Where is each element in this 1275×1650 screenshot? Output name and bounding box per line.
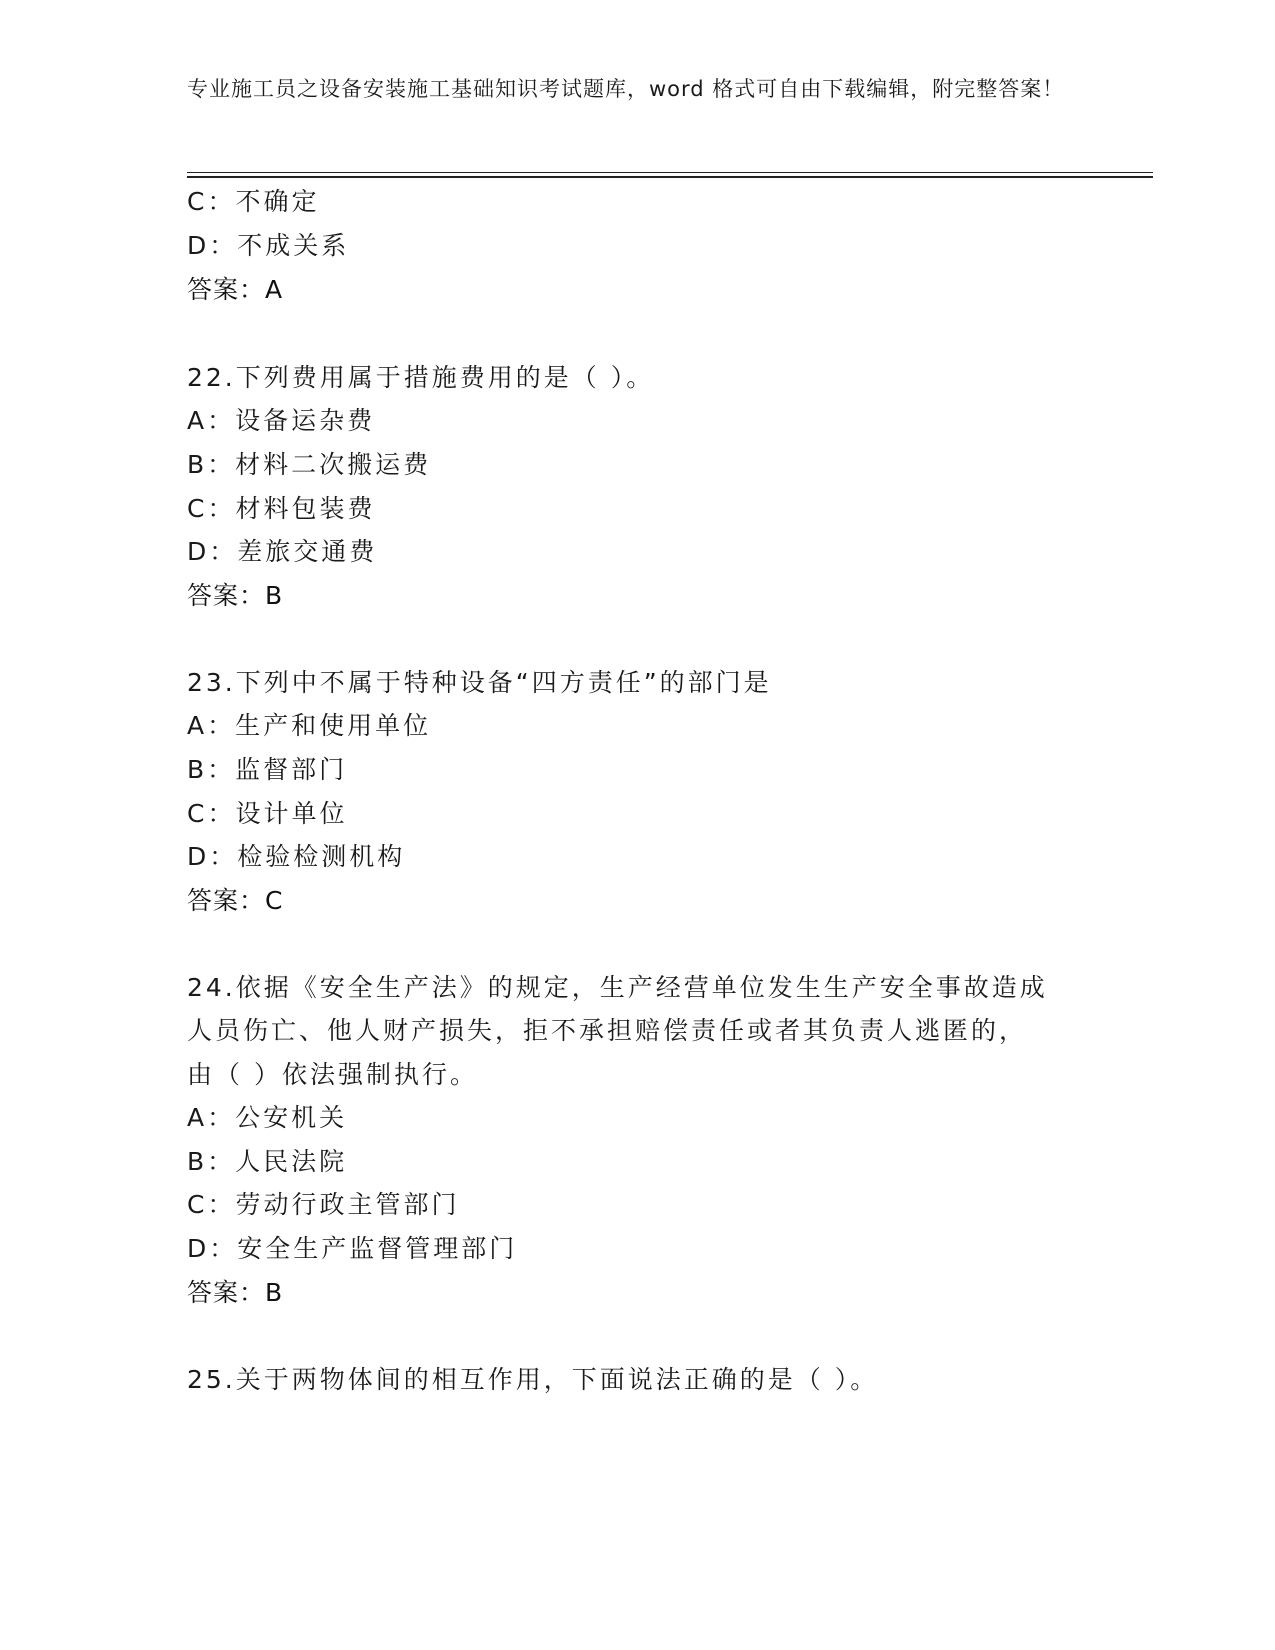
- q24-stem-line-3: 由（ ）依法强制执行。: [187, 1060, 478, 1089]
- q22-option-a: A：设备运杂费: [187, 406, 376, 435]
- q23-answer: [187, 886, 283, 916]
- q24-answer: [187, 1278, 283, 1308]
- prev-option-d: D：不成关系: [187, 231, 350, 260]
- q22-stem: 22.下列费用属于措施费用的是（ ）。: [187, 363, 655, 392]
- q25-stem: 25.关于两物体间的相互作用，下面说法正确的是（ ）。: [187, 1365, 879, 1394]
- q22-answer: [187, 581, 283, 611]
- q23-option-a: A：生产和使用单位: [187, 711, 432, 740]
- q24-stem-line-1: 24.依据《安全生产法》的规定，生产经营单位发生生产安全事故造成: [187, 973, 1048, 1002]
- q24-option-b: B：人民法院: [187, 1147, 348, 1176]
- answer-label: 答案：: [187, 1278, 266, 1307]
- q24-option-a: A：公安机关: [187, 1103, 348, 1132]
- page-header-title: 专业施工员之设备安装施工基础知识考试题库，word 格式可自由下载编辑，附完整答案！: [187, 77, 1065, 101]
- answer-label: 答案：: [187, 581, 266, 610]
- q23-option-c: C：设计单位: [187, 799, 348, 828]
- prev-answer: [187, 275, 283, 305]
- q22-option-c: C：材料包装费: [187, 494, 376, 523]
- q22-option-d: D：差旅交通费: [187, 537, 378, 566]
- answer-label: 答案：: [187, 886, 266, 915]
- answer-value: B: [265, 1278, 284, 1307]
- q23-stem: 23.下列中不属于特种设备“四方责任”的部门是: [187, 668, 772, 697]
- header-divider-thin: [187, 172, 1153, 173]
- answer-value: C: [265, 886, 284, 915]
- prev-option-c: C：不确定: [187, 187, 320, 216]
- q24-option-c: C：劳动行政主管部门: [187, 1190, 460, 1219]
- answer-value: B: [265, 581, 284, 610]
- header-divider-thick: [187, 176, 1153, 178]
- q24-option-d: D：安全生产监督管理部门: [187, 1234, 518, 1263]
- q24-stem-line-2: 人员伤亡、他人财产损失，拒不承担赔偿责任或者其负责人逃匿的，: [187, 1016, 1028, 1045]
- answer-label: 答案：: [187, 275, 266, 304]
- answer-value: A: [265, 275, 284, 304]
- q23-option-b: B：监督部门: [187, 755, 348, 784]
- q22-option-b: B：材料二次搬运费: [187, 450, 432, 479]
- q23-option-d: D：检验检测机构: [187, 842, 406, 871]
